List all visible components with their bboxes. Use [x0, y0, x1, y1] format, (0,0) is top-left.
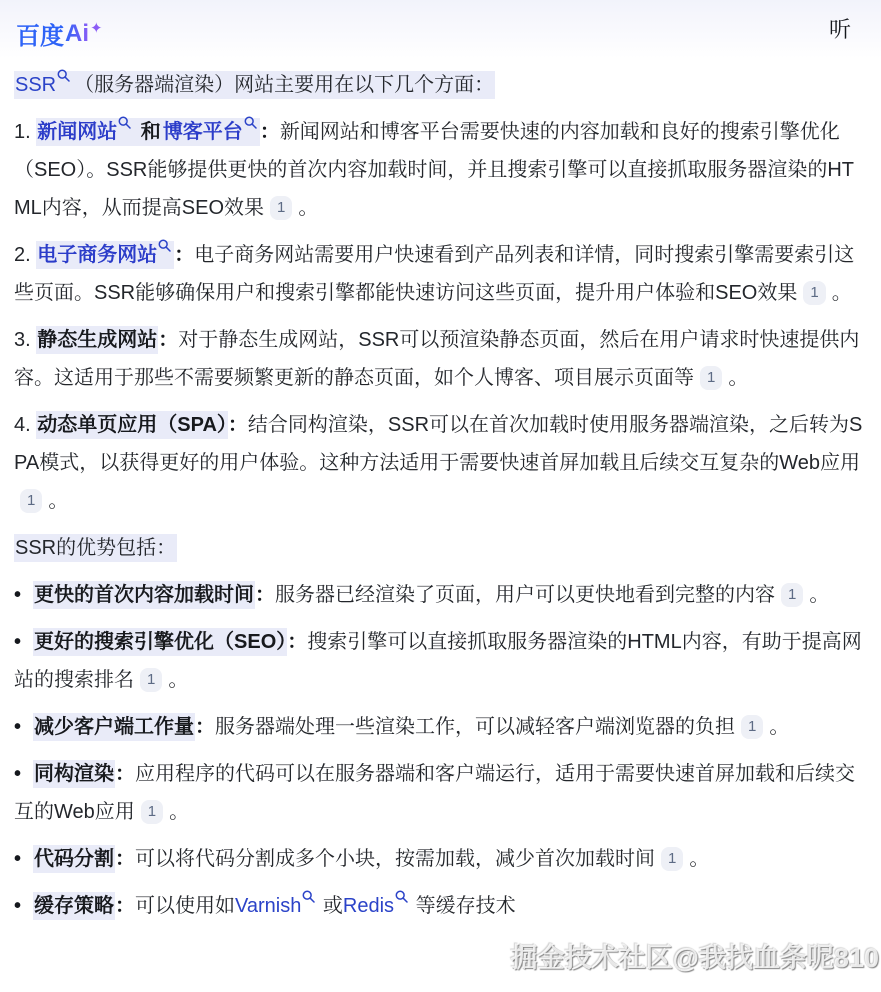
body-text: 搜索引擎可以直接抓取服务器渲染的HTML内容，有助于提高网站的搜索排名 [14, 631, 862, 691]
body-text: 服务器端处理一些渲染工作，可以减轻客户端浏览器的负担 [215, 716, 736, 738]
citation-badge[interactable]: 1 [781, 583, 803, 607]
body-text: 。 [298, 197, 319, 219]
body-text: SSR的优势包括： [14, 534, 177, 562]
search-icon [302, 890, 315, 903]
term-text: 减少客户端工作量 [33, 713, 195, 741]
top-header [0, 0, 881, 58]
citation-badge[interactable]: 1 [20, 489, 42, 513]
term-text: ： [115, 895, 136, 917]
logo-ai-text: Ai [65, 19, 89, 47]
bullet-item-5 [14, 840, 867, 878]
body-text: 可以使用如 [135, 895, 236, 917]
body-text: 。 [168, 669, 189, 691]
entity-link[interactable]: 新闻网站 [36, 118, 134, 146]
entity-link[interactable]: SSR [14, 71, 73, 99]
body-text: 对于静态生成网站，SSR可以预渲染静态页面，然后在用户请求时快速提供内容。这适用于那些不需要频繁更新的静态页面，如个人博客、项目展示页面等 [14, 329, 860, 389]
term-text: ： [255, 584, 276, 606]
numbered-item-1 [14, 113, 867, 227]
search-icon [57, 69, 70, 82]
listen-button[interactable]: 听 [828, 17, 851, 42]
body-text: 结合同构渲染，SSR可以在首次加载时使用服务器端渲染，之后转为SPA模式，以获得更好的用户体验。这种方法适用于需要快速首屏加载且后续交互复杂的Web应用 [14, 414, 863, 474]
search-icon [395, 890, 408, 903]
body-text: 可以将代码分割成多个小块，按需加载，减少首次加载时间 [135, 848, 656, 870]
bullet-marker: • [14, 631, 22, 653]
citation-badge[interactable]: 1 [141, 800, 163, 824]
answer-body [0, 58, 881, 925]
citation-badge[interactable]: 1 [140, 668, 162, 692]
body-text: 4. [14, 414, 37, 436]
term-text: ： [195, 716, 216, 738]
term-text: 代码分割 [33, 845, 115, 873]
term-text: ： [115, 763, 136, 785]
body-text: 等缓存技术 [410, 895, 516, 917]
bullet-marker: • [14, 763, 22, 785]
term-text: 和 [134, 118, 162, 146]
term-text: ： [158, 329, 179, 351]
advantages-heading [14, 529, 867, 567]
bullet-marker: • [14, 584, 22, 606]
entity-link[interactable]: 博客平台 [162, 118, 260, 146]
entity-link[interactable]: Varnish [235, 895, 317, 917]
citation-badge[interactable]: 1 [700, 366, 722, 390]
body-text: 。 [169, 801, 190, 823]
body-text: 或 [317, 895, 343, 917]
body-text: 。 [831, 282, 852, 304]
body-text: 。 [769, 716, 790, 738]
entity-link[interactable]: Redis [343, 895, 410, 917]
term-text: ： [227, 414, 248, 436]
citation-badge[interactable]: 1 [803, 281, 825, 305]
term-text: 更快的首次内容加载时间 [33, 581, 255, 609]
body-text: 。 [48, 490, 69, 512]
logo-baidu-text: 百度 [16, 23, 64, 50]
body-text: 2. [14, 244, 37, 266]
citation-badge[interactable]: 1 [270, 196, 292, 220]
body-text: 。 [728, 367, 749, 389]
body-text: 。 [689, 848, 710, 870]
numbered-item-3 [14, 321, 867, 397]
term-text: 静态生成网站 [36, 326, 158, 354]
body-text: 3. [14, 329, 37, 351]
entity-link[interactable]: 电子商务网站 [36, 241, 174, 269]
body-text: 新闻网站和博客平台需要快速的内容加载和良好的搜索引擎优化（SEO）。SSR能够提供更快的首次内容加载时间，并且搜索引擎可以直接抓取服务器渲染的HTML内容，从而提高SEO效果 [14, 121, 855, 219]
term-text: 缓存策略 [33, 892, 115, 920]
search-icon [158, 239, 171, 252]
bullet-marker: • [14, 895, 22, 917]
bullet-item-6 [14, 887, 867, 925]
bullet-marker: • [14, 716, 22, 738]
term-text: 动态单页应用（SPA） [36, 411, 228, 439]
bullet-item-1 [14, 576, 867, 614]
body-text: 应用程序的代码可以在服务器端和客户端运行，适用于需要快速首屏加载和后续交互的Web应用 [14, 763, 856, 823]
body-text: 1. [14, 121, 37, 143]
term-text: ： [115, 848, 136, 870]
bullet-item-4 [14, 755, 867, 831]
numbered-item-4 [14, 406, 867, 520]
citation-badge[interactable]: 1 [741, 715, 763, 739]
term-text: 更好的搜索引擎优化（SEO） [33, 628, 287, 656]
intro-paragraph [14, 66, 867, 104]
body-text: 。 [809, 584, 830, 606]
bullet-item-2 [14, 623, 867, 699]
numbered-item-2 [14, 236, 867, 312]
term-text: ： [259, 121, 280, 143]
watermark: 掘金技术社区@我找血条呢810 [510, 943, 879, 973]
term-text: 同构渲染 [33, 760, 115, 788]
baidu-ai-logo [16, 16, 103, 51]
body-text: 电子商务网站需要用户快速看到产品列表和详情，同时搜索引擎需要索引这些页面。SSR能够确保用户和搜索引擎都能快速访问这些页面，提升用户体验和SEO效果 [14, 244, 855, 304]
bullet-marker: • [14, 848, 22, 870]
search-icon [118, 116, 131, 129]
sparkle-icon: ✦ [90, 19, 103, 37]
term-text: ： [287, 631, 308, 653]
body-text: （服务器端渲染）网站主要用在以下几个方面： [73, 71, 495, 99]
term-text: ： [174, 244, 195, 266]
search-icon [244, 116, 257, 129]
citation-badge[interactable]: 1 [661, 847, 683, 871]
body-text: 服务器已经渲染了页面，用户可以更快地看到完整的内容 [275, 584, 776, 606]
bullet-item-3 [14, 708, 867, 746]
